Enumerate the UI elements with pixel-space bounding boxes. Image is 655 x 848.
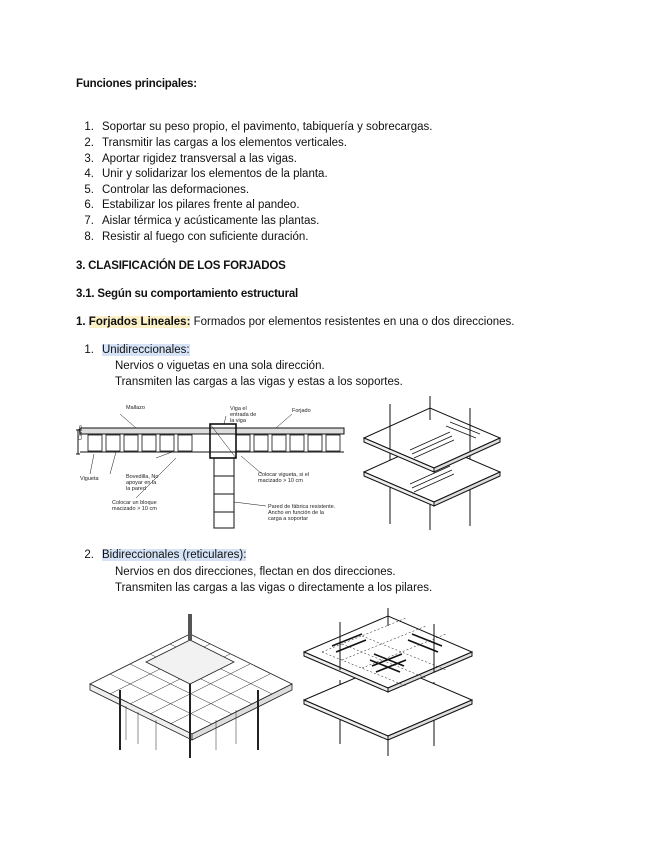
forjado-bidireccional-3d-diagram xyxy=(302,606,474,756)
list-item: 7. Aislar térmica y acústicamente las plantas. xyxy=(84,215,320,227)
label-colocar-vigueta: Colocar vigueta, si el macizado > 10 cm xyxy=(258,472,310,484)
funciones-heading: Funciones principales: xyxy=(76,78,197,90)
lineales-text: Formados por elementos resistentes en una o dos direcciones. xyxy=(190,316,515,328)
lineales-prefix: 1. xyxy=(76,316,86,328)
list-item: 1. Soportar su peso propio, el pavimento, tabiquería y sobrecargas. xyxy=(84,121,433,133)
section-3-heading: 3. CLASIFICACIÓN DE LOS FORJADOS xyxy=(76,260,286,272)
label-forjado: Forjado xyxy=(292,408,311,414)
label-mallazo: Mallazo xyxy=(126,405,145,411)
list-item: 6. Estabilizar los pilares frente al pandeo. xyxy=(84,199,300,211)
label-colocar-bloque: Colocar un bloque macizado > 10 cm xyxy=(112,500,157,512)
list-item: 3. Aportar rigidez transversal a las vigas. xyxy=(84,153,297,165)
forjado-unidireccional-3d-diagram xyxy=(360,402,510,530)
label-canto: Canto xyxy=(78,425,84,440)
section-3-1-heading: 3.1. Según su comportamiento estructural xyxy=(76,288,299,300)
bidireccionales-title: 2. Bidireccionales (reticulares): xyxy=(84,549,247,561)
list-item: 4. Unir y solidarizar los elementos de la planta. xyxy=(84,168,328,180)
bidireccionales-line2: Transmiten las cargas a las vigas o directamente a los pilares. xyxy=(115,582,433,594)
label-viga: Viga el entrada de la viga xyxy=(230,406,257,424)
lineales-highlight: Forjados Lineales: xyxy=(88,316,191,328)
lineales-paragraph xyxy=(76,316,515,328)
label-pared: Pared de fábrica resistente. Ancho en función de la carga a soportar xyxy=(268,504,336,522)
list-item: 2. Transmitir las cargas a los elementos verticales. xyxy=(84,137,347,149)
list-item: 5. Controlar las deformaciones. xyxy=(84,184,250,196)
unidireccionales-line2: Transmiten las cargas a las vigas y estas a los soportes. xyxy=(115,376,403,388)
forjado-reticular-3d-diagram xyxy=(86,610,296,760)
list-item: 8. Resistir al fuego con suficiente duración. xyxy=(84,231,309,243)
label-vigueta: Vigueta xyxy=(80,476,99,482)
label-bovedilla: Bovedilla, No apoyar en la la pared xyxy=(126,474,159,492)
unidireccionales-title: 1. Unidireccionales: xyxy=(84,344,190,356)
unidireccionales-line1: Nervios o viguetas en una sola dirección. xyxy=(115,360,325,372)
bidireccionales-line1: Nervios en dos direcciones, flectan en dos direcciones. xyxy=(115,566,396,578)
